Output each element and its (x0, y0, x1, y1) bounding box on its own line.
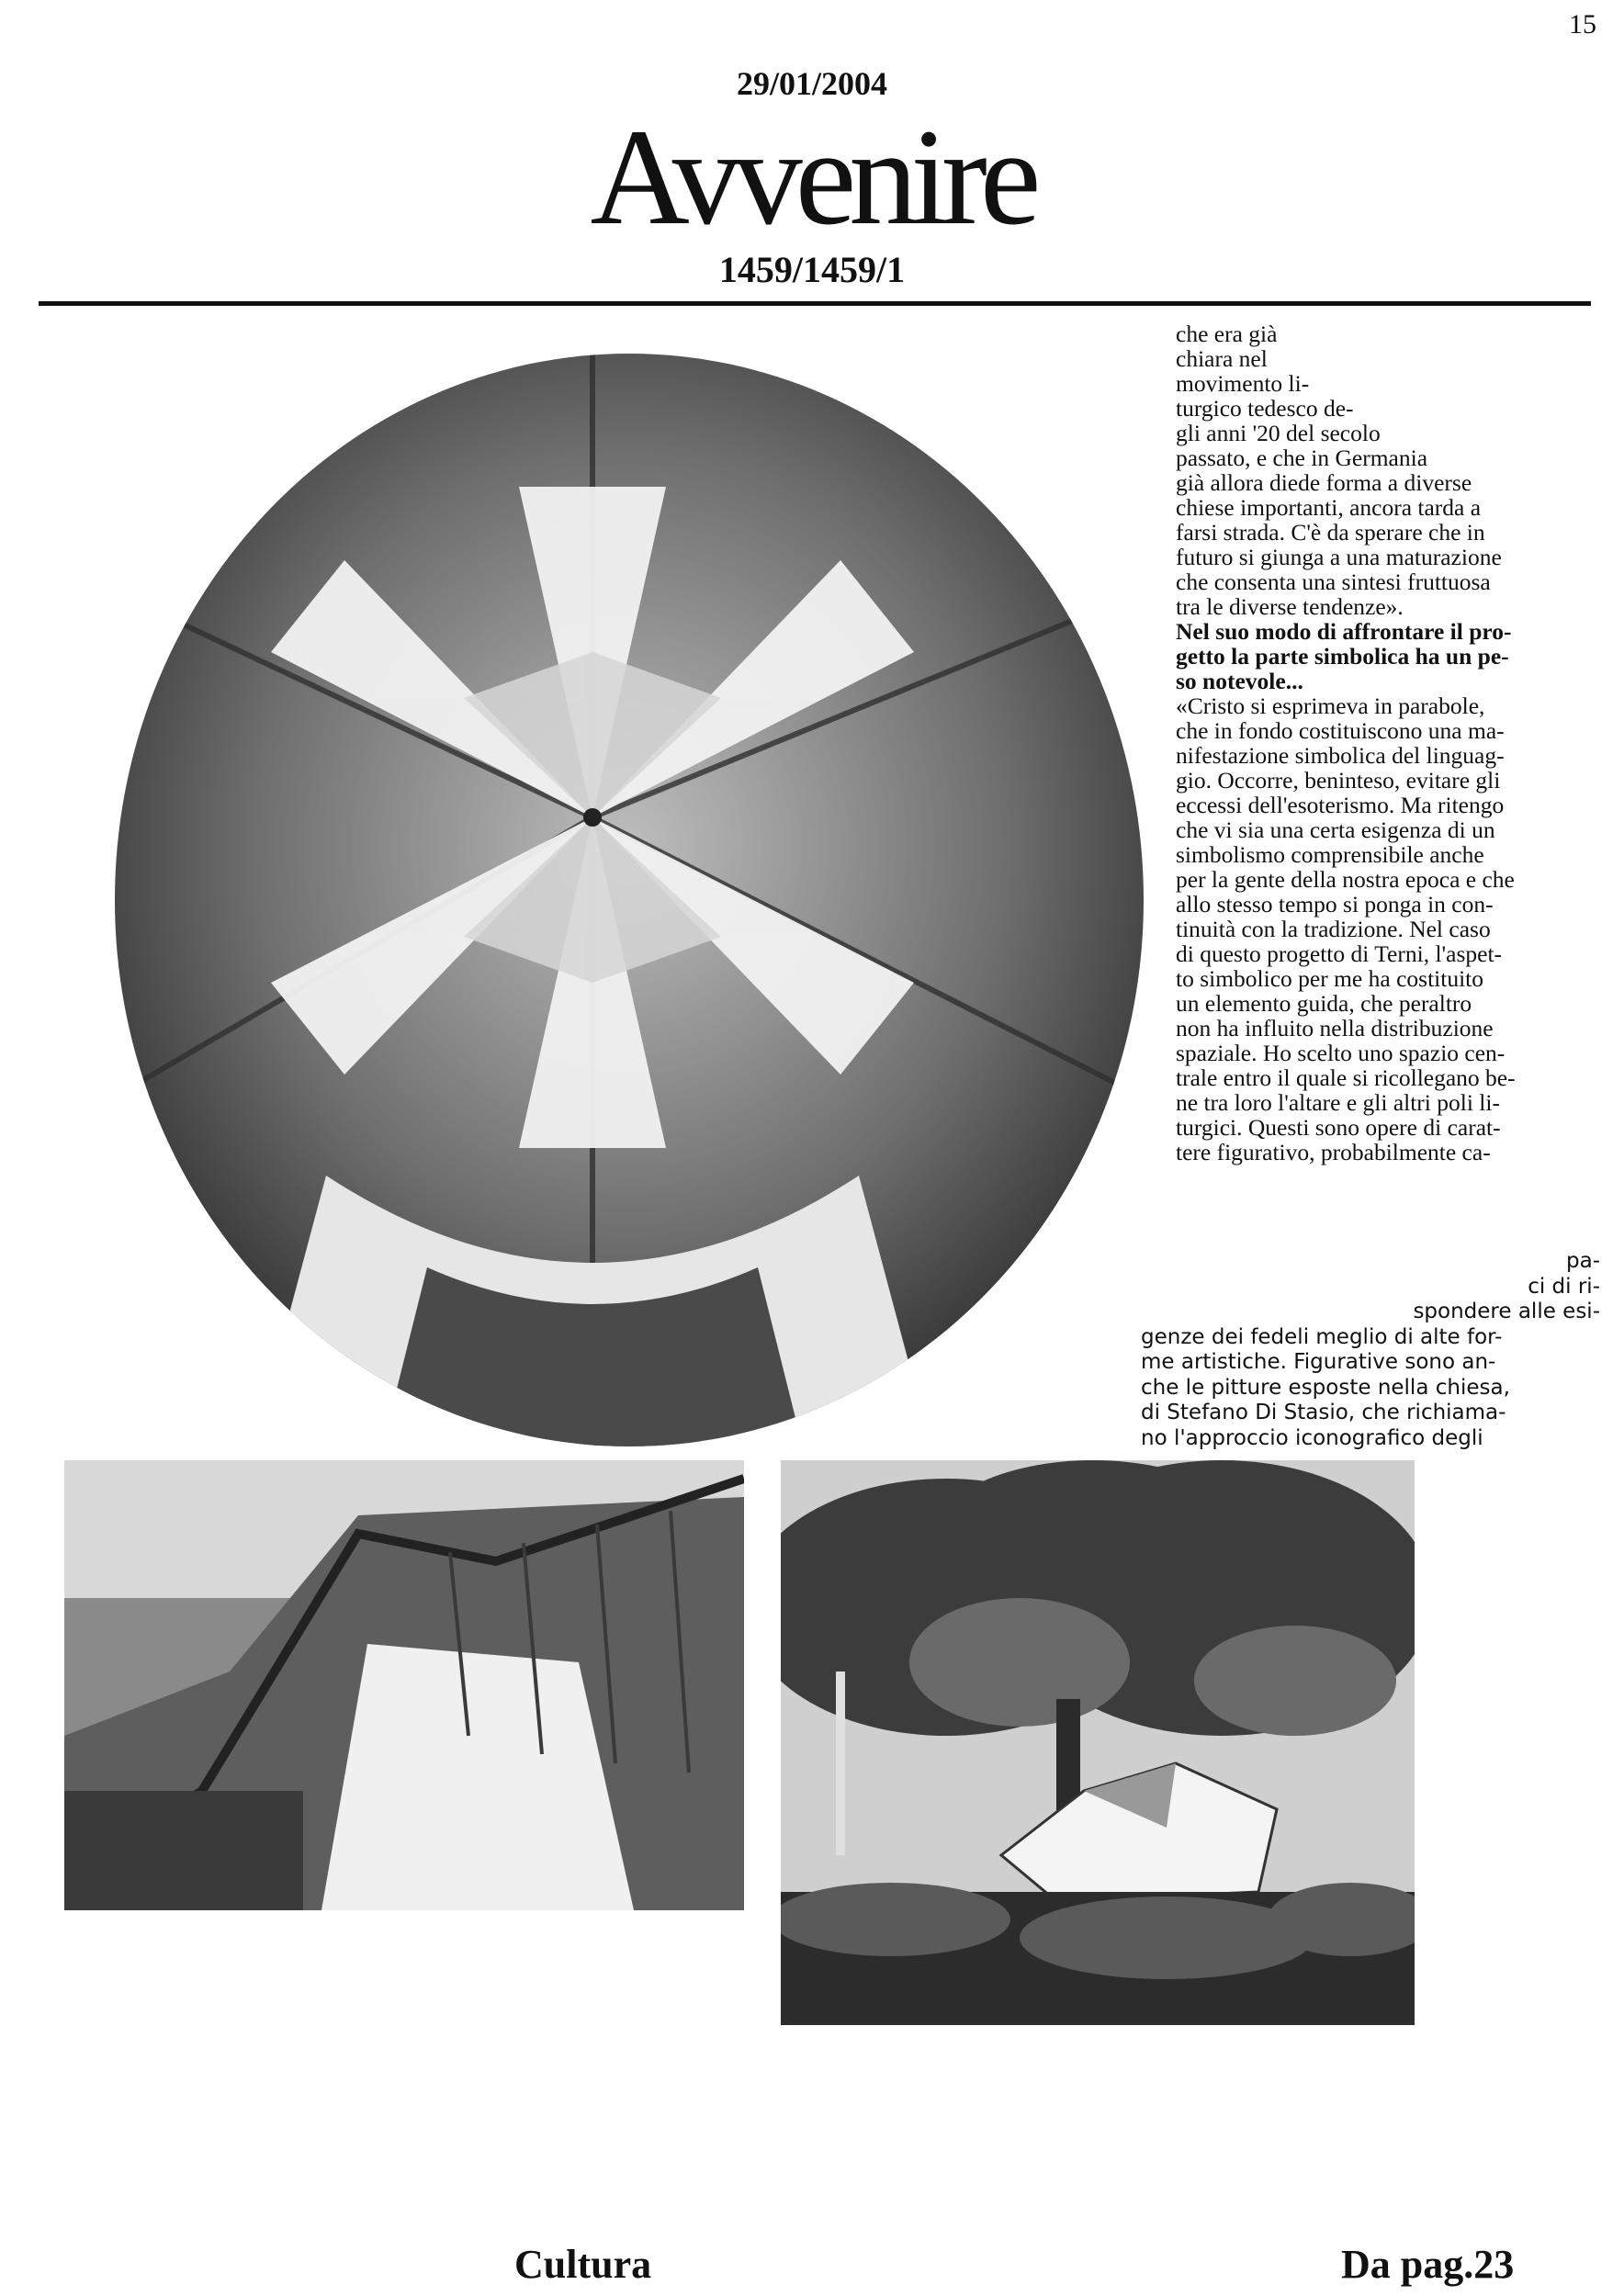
page-number: 15 (1569, 9, 1596, 39)
article-line: chiara nel (1176, 345, 1268, 372)
article-line: di questo progetto di Terni, l'aspet- (1176, 940, 1503, 967)
masthead-logo: Avvenire (590, 101, 1034, 253)
article-line: no l'approccio iconografico degli (1141, 1425, 1483, 1450)
staircase-photo (64, 1460, 744, 1910)
article-line: turgico tedesco de- (1176, 395, 1354, 422)
article-line: chiese importanti, ancora tarda a (1176, 494, 1482, 521)
article-line: trale entro il quale si ricollegano be- (1176, 1064, 1516, 1091)
article-column (1176, 321, 1598, 1165)
article-line: turgici. Questi sono opere di carat- (1176, 1114, 1501, 1141)
article-line: futuro si giunga a una maturazione (1176, 544, 1502, 570)
article-line: che in fondo costituiscono una ma- (1176, 717, 1505, 744)
article-line: genze dei fedeli meglio di alte for- (1141, 1324, 1503, 1349)
article-line: che era già (1176, 321, 1278, 347)
article-line: movimento li- (1176, 370, 1310, 397)
article-column-tail (1141, 1249, 1600, 1451)
ceiling-star-photo (106, 349, 1153, 1451)
footer-continued-label: Da pag.23 (1341, 2242, 1515, 2287)
footer-section-label: Cultura (514, 2242, 652, 2287)
article-line: so notevole... (1176, 668, 1303, 694)
article-line: ci di ri- (1528, 1274, 1600, 1299)
article-line: nifestazione simbolica del linguag- (1176, 742, 1505, 769)
header-date: 29/01/2004 (736, 65, 887, 102)
article-line: pa- (1566, 1249, 1600, 1273)
article-line: simbolismo comprensibile anche (1176, 841, 1484, 868)
article-line: passato, e che in Germania (1176, 445, 1428, 471)
article-line: getto la parte simbolica ha un pe- (1176, 643, 1509, 670)
article-line: spaziale. Ho scelto uno spazio cen- (1176, 1040, 1506, 1066)
article-line: gio. Occorre, beninteso, evitare gli (1176, 767, 1501, 793)
article-line: allo stesso tempo si ponga in con- (1176, 891, 1494, 917)
header-ref-code: 1459/1459/1 (718, 249, 906, 290)
article-line: to simbolico per me ha costituito (1176, 965, 1483, 992)
article-line: tinuità con la tradizione. Nel caso (1176, 916, 1491, 942)
article-line: me artistiche. Figurative sono an- (1141, 1350, 1496, 1374)
article-line: per la gente della nostra epoca e che (1176, 866, 1515, 893)
article-line: ne tra loro l'altare e gli altri poli li- (1176, 1089, 1500, 1116)
church-trees-photo (781, 1460, 1415, 2025)
article-line: di Stefano Di Stasio, che richiama- (1141, 1401, 1506, 1424)
article-line: «Cristo si esprimeva in parabole, (1176, 692, 1485, 719)
article-line: tere figurativo, probabilmente ca- (1176, 1139, 1491, 1165)
article-line: tra le diverse tendenze». (1176, 593, 1404, 620)
article-line: farsi strada. C'è da sperare che in (1176, 519, 1485, 546)
article-line: Nel suo modo di affrontare il pro- (1176, 618, 1512, 645)
article-line: già allora diede forma a diverse (1176, 469, 1472, 496)
article-line: eccessi dell'esoterismo. Ma ritengo (1176, 792, 1505, 818)
article-line: non ha influito nella distribuzione (1176, 1015, 1494, 1041)
article-line: che vi sia una certa esigenza di un (1176, 816, 1495, 843)
article-line: che le pitture esposte nella chiesa, (1141, 1375, 1510, 1400)
article-line: un elemento guida, che peraltro (1176, 990, 1472, 1017)
article-line: che consenta una sintesi fruttuosa (1176, 568, 1491, 595)
article-line: spondere alle esi- (1413, 1300, 1600, 1323)
header-rule (39, 301, 1591, 306)
article-line: gli anni '20 del secolo (1176, 420, 1381, 446)
